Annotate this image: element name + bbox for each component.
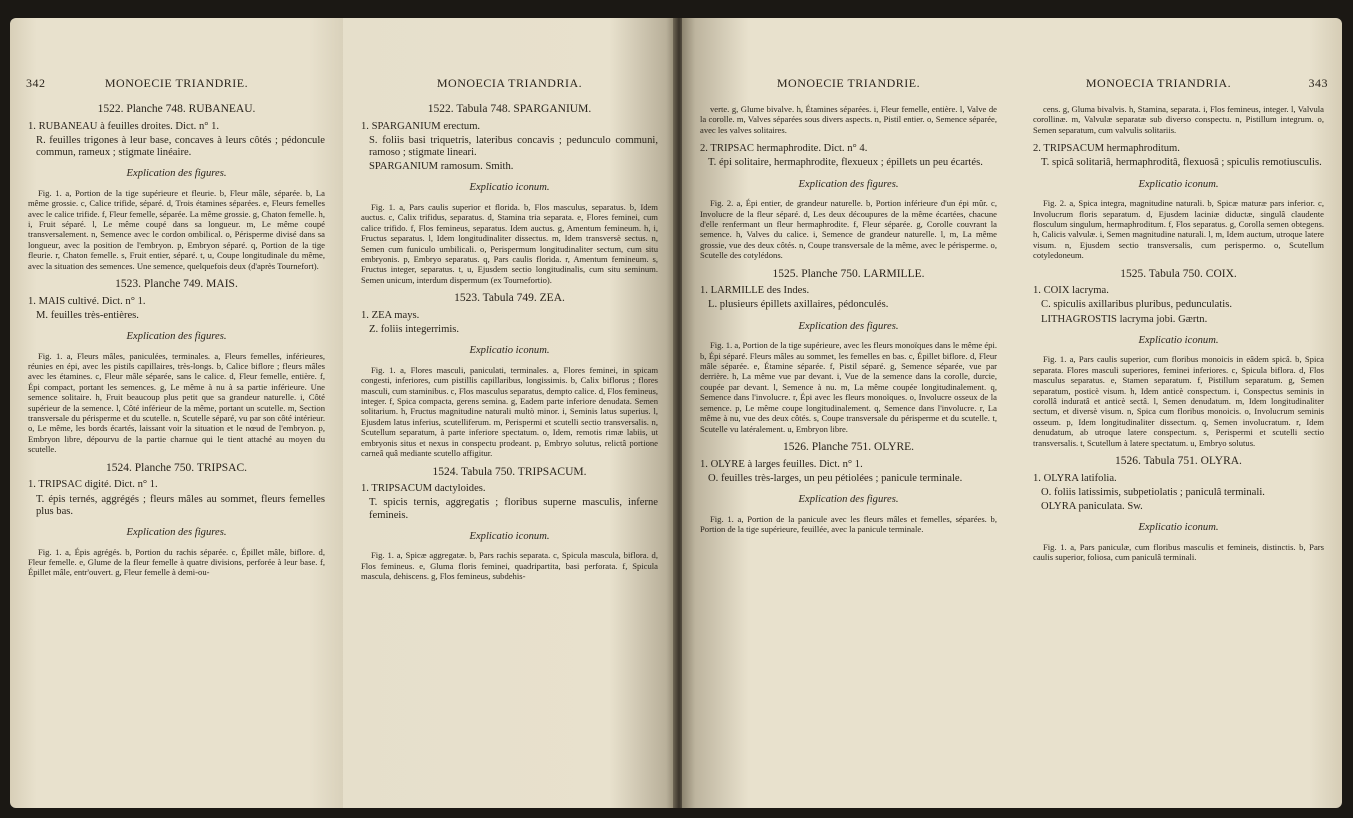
open-book xyxy=(10,18,1342,808)
explication-heading: Explicatio iconum. xyxy=(1138,178,1219,190)
figure-caption: Fig. 2. a, Épi entier, de grandeur naturelle. b, Portion inférieure d'un épi mûr. c, Involucre de la fleur séparé. d, Les deux découpures de la même écartées, chacune d'elle renfermant un fleur hermaphrodite. f, Fleur séparée. g, Corolle couvrant la semence. h, Valves du calice. i, Semence de grandeur naturelle. l, m, La même grossie, vue des deux côtés. n, Coupe transversale de la même, avec le périsperme. o, Scutelle des cotylédons. xyxy=(700,198,997,261)
species-entry: 1. MAIS cultivé. Dict. n° 1. xyxy=(28,295,146,307)
species-entry: 1. OLYRA latifolia. xyxy=(1033,472,1117,484)
explication-heading: Explicatio iconum. xyxy=(469,182,550,194)
species-description: M. feuilles très-entières. xyxy=(36,309,139,321)
page-body xyxy=(361,104,658,590)
species-entry: 1. SPARGANIUM erectum. xyxy=(361,120,481,132)
species-entry: 1. RUBANEAU à feuilles droites. Dict. n° 1. xyxy=(28,120,220,132)
explication-heading: Explication des figures. xyxy=(798,493,899,505)
page-header xyxy=(682,76,1015,96)
running-title: MONOECIA TRIANDRIA. xyxy=(436,76,583,90)
figure-caption: Fig. 1. a, Spicæ aggregatæ. b, Pars rachis separata. c, Spicula mascula, biflora. d, Flos femineus. e, Gluma floris feminei, quadripartita, basi perforata. f, Spicula mascula, dehiscens. g, Flos femineus, subdehis- xyxy=(361,550,658,582)
plate-heading: 1523. Tabula 749. ZEA. xyxy=(454,292,565,305)
plate-heading: 1523. Planche 749. MAIS. xyxy=(115,278,238,291)
page-number: 343 xyxy=(1308,76,1328,90)
explication-heading: Explicatio iconum. xyxy=(1138,334,1219,346)
explication-heading: Explication des figures. xyxy=(798,178,899,190)
plate-heading: 1524. Tabula 750. TRIPSACUM. xyxy=(432,465,587,478)
plate-heading: 1524. Planche 750. TRIPSAC. xyxy=(106,461,247,474)
figure-caption: Fig. 1. a, Pars paniculæ, cum floribus masculis et femineis, distinctis. b, Pars caulis superior, foliosa, cum paniculâ terminali. xyxy=(1033,541,1324,563)
page-342-right-column xyxy=(343,18,676,808)
page-header xyxy=(10,76,343,96)
figure-caption: cens. g, Gluma bivalvis. h, Stamina, separata. i, Flos femineus, integer. l, Valvula corollinæ. m, Valvulæ separatæ sub diverso conspectu. n, Pistillum integrum. o, Semen separatum, cum valvulis solitariis. xyxy=(1033,104,1324,135)
page-343-left-column xyxy=(682,18,1015,808)
figure-caption: Fig. 1. a, Épis agrégés. b, Portion du rachis séparée. c, Épillet mâle, biflore. d, Fleur femelle. e, Glume de la fleur femelle à quatre divisions, perforée à leur base. f, Épillet mâle, entr'ouvert. g, Fleur femelle à demi-ou- xyxy=(28,546,325,578)
explication-heading: Explicatio iconum. xyxy=(469,345,550,357)
plate-heading: 1522. Planche 748. RUBANEAU. xyxy=(97,103,256,115)
figure-caption: Fig. 2. a, Spica integra, magnitudine naturali. b, Spicæ maturæ pars inferior. c, Involucrum floris separatum. d, Ejusdem laciniæ diductæ, singulâ claudente flosculum singulum, hermaphroditum. f, Flos separatus. g, Corolla semen obtegens. h, Calicis valvulæ. i, Semen magnitudine naturali. l, m, Idem auctum, utroque latere visum. n, Ejusdem sectio transversalis, cum perispermo. o, Scutellum cotyledoneum. xyxy=(1033,198,1324,261)
species-entry: 1. ZEA mays. xyxy=(361,309,420,321)
species-description: C. spiculis axillaribus pluribus, pedunculatis. xyxy=(1041,299,1232,311)
species-description: L. plusieurs épillets axillaires, pédonculés. xyxy=(708,299,889,311)
figure-caption: verte. g, Glume bivalve. h, Étamines séparées. i, Fleur femelle, entière. l, Valve de la corolle. m, Valves séparées sous divers aspects. n, Pistil entier. o, Semence séparée, avec les valves solitaires. xyxy=(700,104,997,135)
figure-caption: Fig. 1. a, Portion de la panicule avec les fleurs mâles et femelles, séparées. b, Portion de la tige supérieure, feuillée, avec la panicule terminale. xyxy=(700,513,997,534)
figure-caption: Fig. 1. a, Fleurs mâles, paniculées, terminales. a, Fleurs femelles, inférieures, réunies en épi, avec les pistils capillaires, très-longs. b, Calice biflore ; fleurs mâles avec les étamines. c, Fleur mâle séparée, sans le calice. d, Fleur femelle, entière. f, Épi compact, portant les semences. g, Le même à nu à sa partie inférieure. Une semence solitaire. h, Fruit beaucoup plus petit que sa grandeur naturelle. i, Côté supérieur de la semence. l, Côté inférieur de la même, portant un scutelle. m, Section transversale du périsperme et du scutelle. n, Scutelle séparé, vu par son côté intérieur. o, Le même, les bords écartés, laissant voir la situation et le nœud de l'embryon. p, Embryon libre, dépourvu de la partie charnue qui le tient attaché au moyen du scutelle. xyxy=(28,350,325,455)
species-description: Z. foliis integerrimis. xyxy=(369,324,460,336)
figure-caption: Fig. 1. a, Flores masculi, paniculati, terminales. a, Flores feminei, in spicam congesti, inferiores, cum pistillis capillaribus, longissimis. b, Calix biflorus ; flores masculi, cum staminibus. c, Flos masculus separatus, dempto calice. d, Flos femineus, integer. f, Spica compacta, gerens semina. g, Eadem parte inferiore denudata. Semen solitarium. h, Fructus magnitudine naturali multò minor. i, Seminis latus superius. l, Ejusdem latus inferius, scutelliferum. m, Perispermi et scutelli sectio transversalis. n, Scutellum separatum, à parte inferiore spectatum. o, Idem, remotis rimæ labiis, ut embryonis situs et nexus in conspectu prodeant. p, Embryo solutus, relictâ portione carneâ quâ mediante scutello affigitur. xyxy=(361,364,658,459)
explication-heading: Explication des figures. xyxy=(798,320,899,332)
plate-heading: 1522. Tabula 748. SPARGANIUM. xyxy=(427,103,592,115)
species-entry: 2. TRIPSACUM hermaphroditum. xyxy=(1033,143,1180,155)
species-description: SPARGANIUM ramosum. Smith. xyxy=(369,161,514,173)
species-description: O. feuilles très-larges, un peu pétiolées ; panicule terminale. xyxy=(708,472,963,484)
species-description: S. foliis basi triquetris, lateribus concavis ; pedunculo communi, ramoso ; stigmate lineari. xyxy=(369,134,658,158)
plate-heading: 1526. Tabula 751. OLYRA. xyxy=(1115,455,1242,468)
plate-heading: 1525. Planche 750. LARMILLE. xyxy=(772,267,925,280)
species-entry: 2. TRIPSAC hermaphrodite. Dict. n° 4. xyxy=(700,143,868,155)
figure-caption: Fig. 1. a, Portion de la tige supérieure, avec les fleurs monoïques dans le même épi. b, Épi séparé. Fleurs mâles au sommet, les femelles en bas. c, Épillet biflore. d, Fleur mâle séparée. e, Étamine séparée. f, Pistil séparé. g, Semence séparée, vue par derrière. h, La même vue par devant. i, Vue de la semence dans la corolle, durcie, coupée par devant. l, Semence à nu. m, La même coupée longitudinalement. q, Semence dans l'involucre. r, Épi avec les fleurs monoïques. o, Involucre osseux de la semence. p, Le même coupe longitudinalement. q, Semence dans l'involucre. r, La même à nu, vue des deux côtés. s, Coupe transversale du périsperme et du scutelle. t, Scutelle vu latéralement. u, Embryon libre. xyxy=(700,340,997,434)
page-342-left xyxy=(10,18,343,808)
species-description: T. spicâ solitariâ, hermaphroditâ, flexuosâ ; spiculis remotiusculis. xyxy=(1041,157,1322,169)
species-entry: 1. OLYRE à larges feuilles. Dict. n° 1. xyxy=(700,458,863,470)
figure-caption: Fig. 1. a, Portion de la tige supérieure et fleurie. b, Fleur mâle, séparée. b, La même grossie. c, Calice trifide, séparé. d, Trois étamines séparées. e, Fleurs femelles avec le calice trifide. f, Fleur femelle, séparée. La même grossie. g, Chaton femelle. h, i, Fruit séparé. l, Le même coupé dans sa longueur. m, Le même coupé transversalement. n, Semence avec le cordon ombilical. o, Périsperme divisé dans sa longueur, avec la position de l'embryon. p, Embryon séparé. q, Portion de la tige fleurie. r, Chaton femelle. s, Fruit entier, séparé. t, u, Coupe longitudinale du même, avec la situation des semences. Une semence, quelquefois deux (d'après Tournefort). xyxy=(28,187,325,271)
running-title: MONOECIE TRIANDRIE. xyxy=(776,76,921,90)
page-body xyxy=(28,104,325,586)
page-header xyxy=(1015,76,1342,96)
page-343-right xyxy=(1015,18,1342,808)
species-description: O. foliis latissimis, subpetiolatis ; paniculâ terminali. xyxy=(1041,486,1265,498)
species-entry: 1. TRIPSAC digité. Dict. n° 1. xyxy=(28,479,158,491)
plate-heading: 1526. Planche 751. OLYRE. xyxy=(782,440,915,453)
species-entry: 1. TRIPSACUM dactyloides. xyxy=(361,483,486,495)
figure-caption: Fig. 1. a, Pars caulis superior, cum floribus monoicis in eâdem spicâ. b, Spica separata. Flores masculi superiores, feminei inferiores. c, Spicula biflora. d, Flos masculus separatus. e, Stamen separatum. f, Pistillum separatum. g, Semen separatum, posticè visum. h, Idem anticè conspectum. i, Conspectus seminis in corollâ induratâ et anticè sectâ. l, Semen denudatum. m, Idem longitudinaliter sectum, et diversè visum. n, Spica cum floribus monoicis. o, Involucrum seminis osseum. p, Idem longitudinaliter dissectum. q, Semen involucratum. r, Idem denudatum, ab utroque latere conspectum. s, Perispermi et scutelli sectio transversalis. t, Scutellum à latere spectatum. u, Embryo solutus. xyxy=(1033,354,1324,448)
running-title: MONOECIA TRIANDRIA. xyxy=(1085,76,1232,90)
species-description: OLYRA paniculata. Sw. xyxy=(1041,501,1143,513)
species-entry: 1. COIX lacryma. xyxy=(1033,285,1109,297)
species-description: T. épi solitaire, hermaphrodite, flexueux ; épillets un peu écartés. xyxy=(708,157,983,169)
explication-heading: Explication des figures. xyxy=(126,168,227,180)
species-description: R. feuilles trigones à leur base, concaves à leurs côtés ; pédoncule commun, rameux ; stigmate linéaire. xyxy=(36,134,325,158)
figure-caption: Fig. 1. a, Pars caulis superior et florida. b, Flos masculus, separatus. b, Idem auctus. c, Calix trifidus, separatus. d, Stamina tria separata. e, Flores feminei, cum calice trifido. f, Flos femineus, separatus. Idem auctus. g, Amentum femineum. h, i, Fructus separatus. l, Idem longitudinaliter dissectus. m, Idem transversè sectus. n, Semen cum funiculo umbilicali. o, Perispermum longitudinaliter sectum, cum situ embryonis. p, Embryo separatus. q, Pars caulis florida. r, Amentum femineum. s, Fructus integer, separatus. t, u, Ejusdem sectio longitudinalis, cum situ seminum. Semen unicum, interdum dispermum (ex Tournefortio). xyxy=(361,202,658,285)
plate-heading: 1525. Tabula 750. COIX. xyxy=(1120,267,1237,280)
species-entry: 1. LARMILLE des Indes. xyxy=(700,285,810,297)
explication-heading: Explicatio iconum. xyxy=(469,530,550,542)
page-header xyxy=(343,76,676,96)
explication-heading: Explication des figures. xyxy=(126,331,227,343)
page-number: 342 xyxy=(26,76,46,90)
running-title: MONOECIE TRIANDRIE. xyxy=(104,76,249,90)
species-description: T. épis ternés, aggrégés ; fleurs mâles au sommet, fleurs femelles plus bas. xyxy=(36,493,325,517)
page-body xyxy=(700,104,997,542)
explication-heading: Explicatio iconum. xyxy=(1138,522,1219,534)
explication-heading: Explication des figures. xyxy=(126,526,227,538)
species-description: T. spicis ternis, aggregatis ; floribus superne masculis, inferne femineis. xyxy=(369,497,658,521)
species-description: LITHAGROSTIS lacryma jobi. Gærtn. xyxy=(1041,313,1208,325)
page-body xyxy=(1033,104,1324,571)
